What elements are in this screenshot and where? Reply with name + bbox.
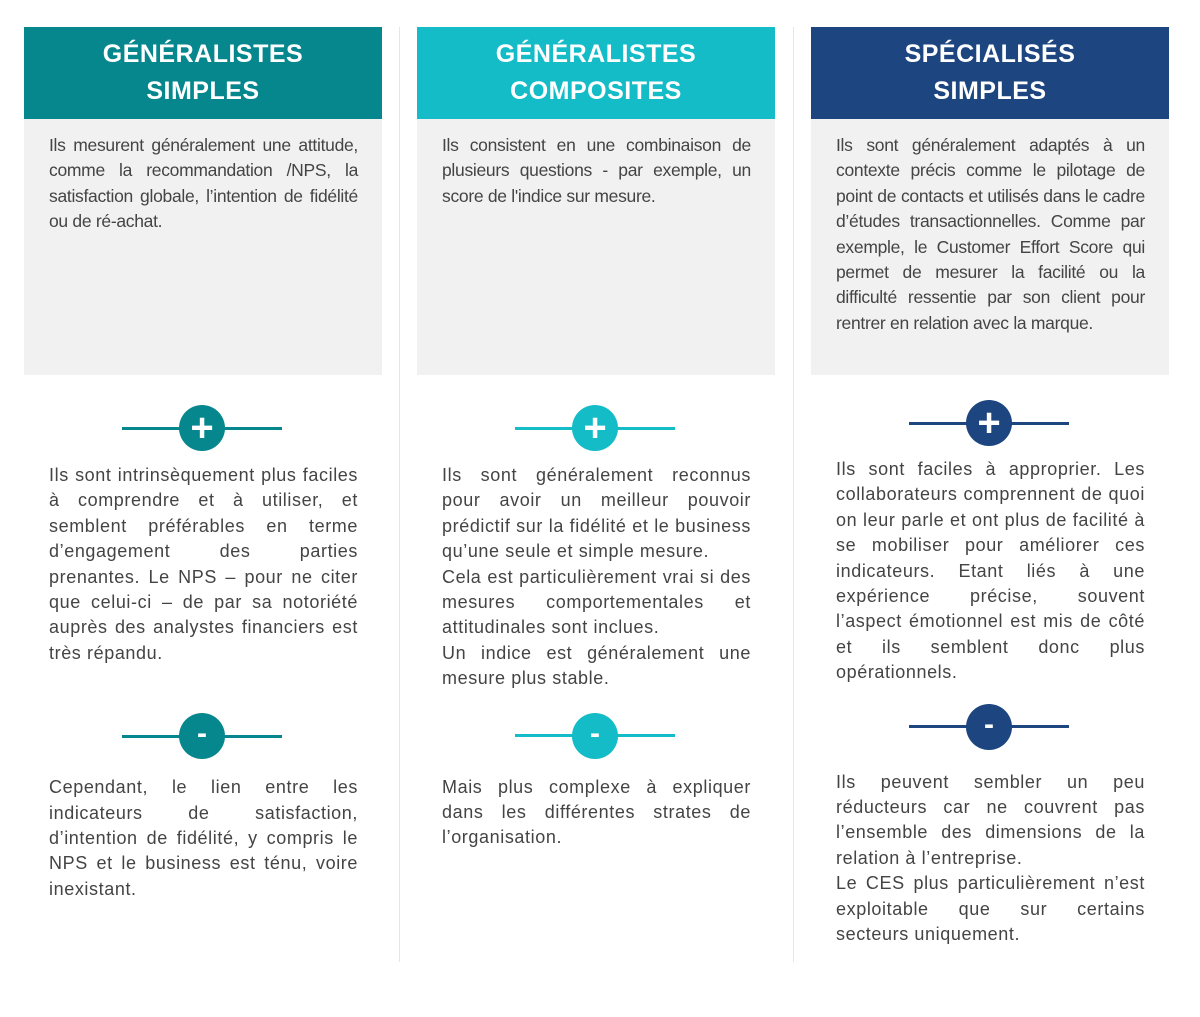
pros-paragraph: Cela est particulièrement vrai si des mesures comportementales et attitudinales sont inclues. xyxy=(442,566,751,638)
column-generalistes-simples xyxy=(24,27,382,902)
description-panel: Ils consistent en une combinaison de plusieurs questions - par exemple, un score de l'indice sur mesure. xyxy=(417,119,775,375)
column-header xyxy=(811,27,1169,119)
pros-paragraph: Un indice est généralement une mesure plus stable. xyxy=(442,642,751,689)
header-line-2: COMPOSITES xyxy=(510,77,682,105)
column-divider xyxy=(399,27,400,962)
header-line-2: SIMPLES xyxy=(146,77,260,105)
header-line-1: SPÉCIALISÉS xyxy=(904,40,1076,68)
column-header xyxy=(417,27,775,119)
header-line-2: SIMPLES xyxy=(933,77,1047,105)
cons-marker xyxy=(24,713,382,759)
header-line-1: GÉNÉRALISTES xyxy=(102,40,304,68)
minus-icon: - xyxy=(966,704,1012,750)
cons-paragraph: Mais plus complexe à expliquer dans les différentes strates de l’organisation. xyxy=(442,776,751,848)
column-divider xyxy=(793,27,794,962)
description-panel: Ils mesurent généralement une attitude, comme la recommandation /NPS, la satisfaction globale, l’intention de fidélité ou de ré-achat. xyxy=(24,119,382,375)
pros-marker xyxy=(417,405,775,451)
pros-marker xyxy=(811,400,1169,446)
cons-marker xyxy=(811,704,1169,750)
pros-text xyxy=(811,457,1169,686)
header-line-1: GÉNÉRALISTES xyxy=(495,40,697,68)
pros-text xyxy=(417,463,775,692)
pros-paragraph: Ils sont généralement reconnus pour avoir un meilleur pouvoir prédictif sur la fidélité et le business qu’une seule et simple mesure. xyxy=(442,465,751,562)
cons-text xyxy=(811,770,1169,948)
plus-icon: + xyxy=(966,400,1012,446)
cons-paragraph: Ils peuvent sembler un peu réducteurs car ne couvrent pas l’ensemble des dimensions de la relation à l’entreprise. xyxy=(836,771,1145,868)
description-panel: Ils sont généralement adaptés à un contexte précis comme le pilotage de point de contacts et utilisés dans le cadre d’études transactionnelles. Comme par exemple, le Customer Effort Score qui permet de mesurer la facilité ou la difficulté ressentie par son client pour rentrer en relation avec la marque. xyxy=(811,119,1169,375)
cons-text xyxy=(24,775,382,902)
pros-marker xyxy=(24,405,382,451)
pros-text xyxy=(24,463,382,666)
column-specialises-simples xyxy=(811,27,1169,948)
cons-text xyxy=(417,775,775,851)
cons-paragraph: Cependant, le lien entre les indicateurs de satisfaction, d’intention de fidélité, y compris le NPS et le business est ténu, voire inexistant. xyxy=(49,777,358,899)
plus-icon: + xyxy=(572,405,618,451)
minus-icon: - xyxy=(179,713,225,759)
cons-paragraph: Le CES plus particulièrement n’est exploitable que sur certains secteurs uniquement. xyxy=(836,873,1145,945)
cons-marker xyxy=(417,713,775,759)
plus-icon: + xyxy=(179,405,225,451)
pros-paragraph: Ils sont faciles à approprier. Les collaborateurs comprennent de quoi on leur parle et ont plus de facilité à se mobiliser pour améliorer ces indicateurs. Etant liés à une expérience précise, souvent l’aspect émotionnel est mis de côté et ils semblent donc plus opérationnels. xyxy=(836,459,1145,683)
column-generalistes-composites xyxy=(417,27,775,851)
minus-icon: - xyxy=(572,713,618,759)
pros-paragraph: Ils sont intrinsèquement plus faciles à comprendre et à utiliser, et semblent préférables en terme d’engagement des parties prenantes. Le NPS – pour ne citer que celui-ci – de par sa notoriété auprès des analystes financiers est très répandu. xyxy=(49,465,358,663)
column-header xyxy=(24,27,382,119)
